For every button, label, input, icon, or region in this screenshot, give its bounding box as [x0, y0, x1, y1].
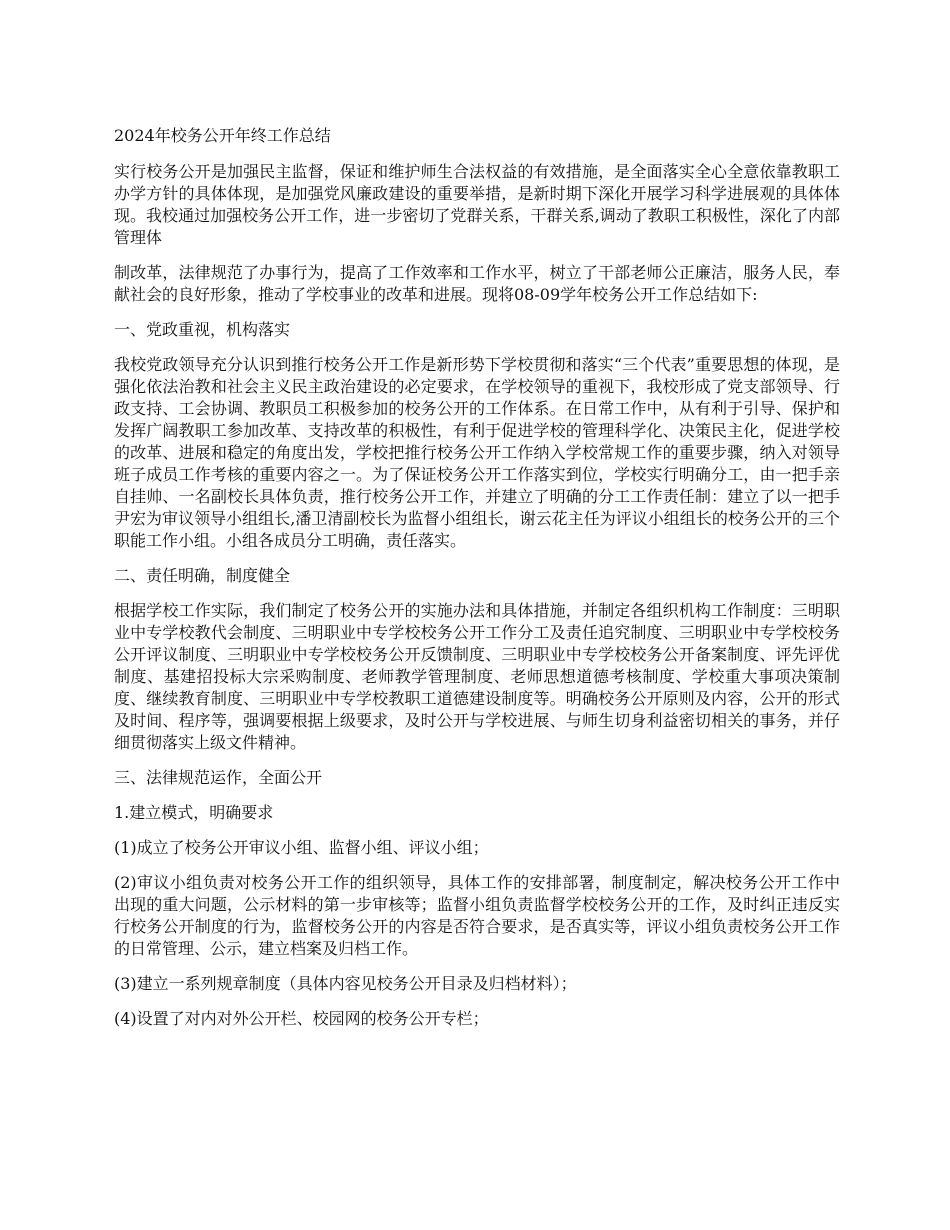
list-item: (4)设置了对内对外公开栏、校园网的校务公开专栏；: [114, 1009, 489, 1028]
intro-paragraph-2: 制改革，法律规范了办事行为，提高了工作效率和工作水平，树立了干部老师公正廉洁，服务人民，奉献社会的良好形象，推动了学校事业的改革和进展。现将08-09学年校务公开工作总结如下:: [114, 263, 840, 304]
list-item: (1)成立了校务公开审议小组、监督小组、评议小组；: [114, 838, 489, 857]
section-1-heading: 一、党政重视，机构落实: [114, 320, 291, 339]
intro-paragraph-1: 实行校务公开是加强民主监督，保证和维护师生合法权益的有效措施，是全面落实全心全意依靠教职工办学方针的具体体现，是加强党风廉政建设的重要举措，是新时期下深化开展学习科学进展观的具体体现。我校通过加强校务公开工作，进一步密切了党群关系，干群关系,调动了教职工积极性，深化了内部管理体: [114, 162, 840, 247]
section-3-heading: 三、法律规范运作，全面公开: [114, 768, 323, 787]
section-1-body: 我校党政领导充分认识到推行校务公开工作是新形势下学校贯彻和落实“三个代表”重要思想的体现，是强化依法治教和社会主义民主政治建设的必定要求，在学校领导的重视下，我校形成了党支部领导、行政支持、工会协调、教职员工积极参加的校务公开的工作体系。在日常工作中，从有利于引导、保护和发挥广阔教职工参加改革、支持改革的积极性，有利于促进学校的管理科学化、决策民主化，促进学校的改革、进展和稳定的角度出发，学校把推行校务公开工作纳入学校常规工作的重要步骤，纳入对领导班子成员工作考核的重要内容之一。为了保证校务公开工作落实到位，学校实行明确分工，由一把手亲自挂帅、一名副校长具体负责，推行校务公开工作，并建立了明确的分工工作责任制：建立了以一把手尹宏为审议领导小组组长,潘卫清副校长为监督小组组长，谢云花主任为评议小组组长的校务公开的三个职能工作小组。小组各成员分工明确，责任落实。: [114, 355, 840, 550]
section-2-heading: 二、责任明确，制度健全: [114, 566, 291, 585]
document-title: 2024年校务公开年终工作总结: [114, 126, 331, 145]
section-2-body: 根据学校工作实际，我们制定了校务公开的实施办法和具体措施，并制定各组织机构工作制度：三明职业中专学校教代会制度、三明职业中专学校校务公开工作分工及责任追究制度、三明职业中专学校校务公开评议制度、三明职业中专学校校务公开反馈制度、三明职业中专学校校务公开备案制度、评先评优制度、基建招投标大宗采购制度、老师教学管理制度、老师思想道德考核制度、学校重大事项决策制度、继续教育制度、三明职业中专学校教职工道德建设制度等。明确校务公开原则及内容，公开的形式及时间、程序等，强调要根据上级要求，及时公开与学校进展、与师生切身利益密切相关的事务，并仔细贯彻落实上级文件精神。: [114, 601, 840, 752]
list-item: (2)审议小组负责对校务公开工作的组织领导，具体工作的安排部署，制度制定，解决校务公开工作中出现的重大问题，公示材料的第一步审核等；监督小组负责监督学校校务公开的工作，及时纠正违反实行校务公开制度的行为，监督校务公开的内容是否符合要求，是否真实等，评议小组负责校务公开工作的日常管理、公示，建立档案及归档工作。: [114, 873, 840, 958]
section-3-subheading: 1.建立模式，明确要求: [114, 803, 274, 822]
list-item: (3)建立一系列规章制度（具体内容见校务公开目录及归档材料）；: [114, 974, 577, 993]
document-page: [114, 125, 840, 1043]
